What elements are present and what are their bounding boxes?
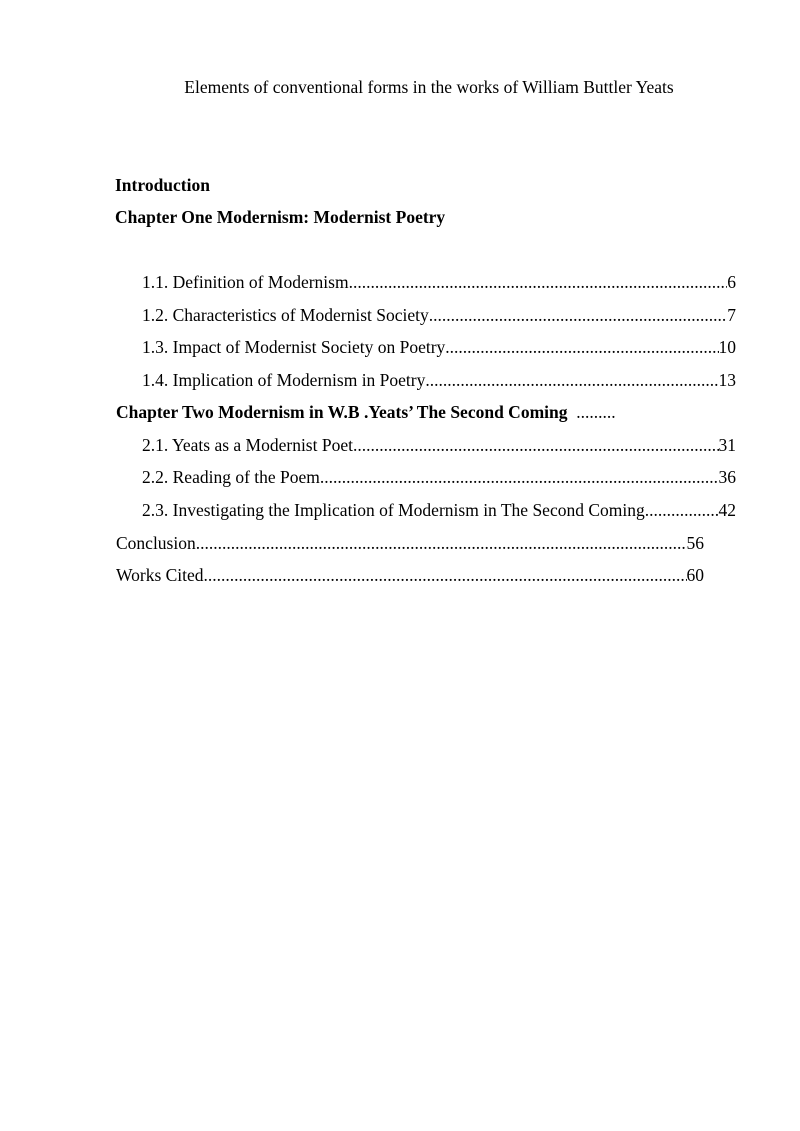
document-title: Elements of conventional forms in the works of William Buttler Yeats <box>184 77 674 97</box>
toc-dot-leader <box>353 434 719 456</box>
toc-entry-label: 1.2. Characteristics of Modernist Society <box>142 305 429 325</box>
toc-entry-page: 31 <box>718 435 736 455</box>
toc-dot-leader <box>196 532 687 554</box>
toc-entry <box>142 304 736 326</box>
toc-dot-leader <box>645 499 719 521</box>
toc-entry-label: 2.3. Investigating the Implication of Modernism in The Second Coming <box>142 500 645 520</box>
toc-entry-label: 2.2. Reading of the Poem <box>142 467 320 487</box>
toc-entry-label: Conclusion <box>116 533 196 553</box>
toc-entry-label: 1.1. Definition of Modernism <box>142 272 349 292</box>
toc-entry-label: 1.4. Implication of Modernism in Poetry <box>142 370 426 390</box>
toc-introduction-heading: Introduction <box>115 175 210 195</box>
toc-entry-page: 6 <box>727 272 736 292</box>
toc-chapter-two-title: Chapter Two Modernism in W.B .Yeats’ The Second Coming <box>116 402 568 422</box>
toc-entry-page: 36 <box>718 467 736 487</box>
toc-entry <box>142 369 736 391</box>
toc-entry-label: 2.1. Yeats as a Modernist Poet <box>142 435 353 455</box>
toc-entry-page: 7 <box>727 305 736 325</box>
toc-entry <box>142 336 736 358</box>
toc-dot-leader <box>349 271 728 293</box>
toc-entry-page: 60 <box>686 565 704 585</box>
toc-dot-leader <box>425 369 718 391</box>
toc-dot-leader <box>320 466 719 488</box>
toc-dot-leader <box>445 336 718 358</box>
toc-chapter-two-leader: ......... <box>567 402 616 422</box>
toc-dot-leader <box>204 564 687 586</box>
toc-entry-page: 10 <box>718 337 736 357</box>
toc-entry-label: 1.3. Impact of Modernist Society on Poetry <box>142 337 446 357</box>
toc-entry <box>142 271 736 293</box>
toc-entry <box>142 466 736 488</box>
toc-entry-label: Works Cited <box>116 565 204 585</box>
toc-chapter-two-heading <box>116 401 616 423</box>
toc-dot-leader <box>429 304 728 326</box>
toc-entry-conclusion <box>116 532 704 554</box>
toc-entry-works-cited <box>116 564 704 586</box>
toc-entry-page: 56 <box>686 533 704 553</box>
toc-entry <box>142 499 736 521</box>
toc-entry-page: 13 <box>718 370 736 390</box>
toc-chapter-one-heading: Chapter One Modernism: Modernist Poetry <box>115 207 446 227</box>
toc-entry <box>142 434 736 456</box>
toc-entry-page: 42 <box>718 500 736 520</box>
